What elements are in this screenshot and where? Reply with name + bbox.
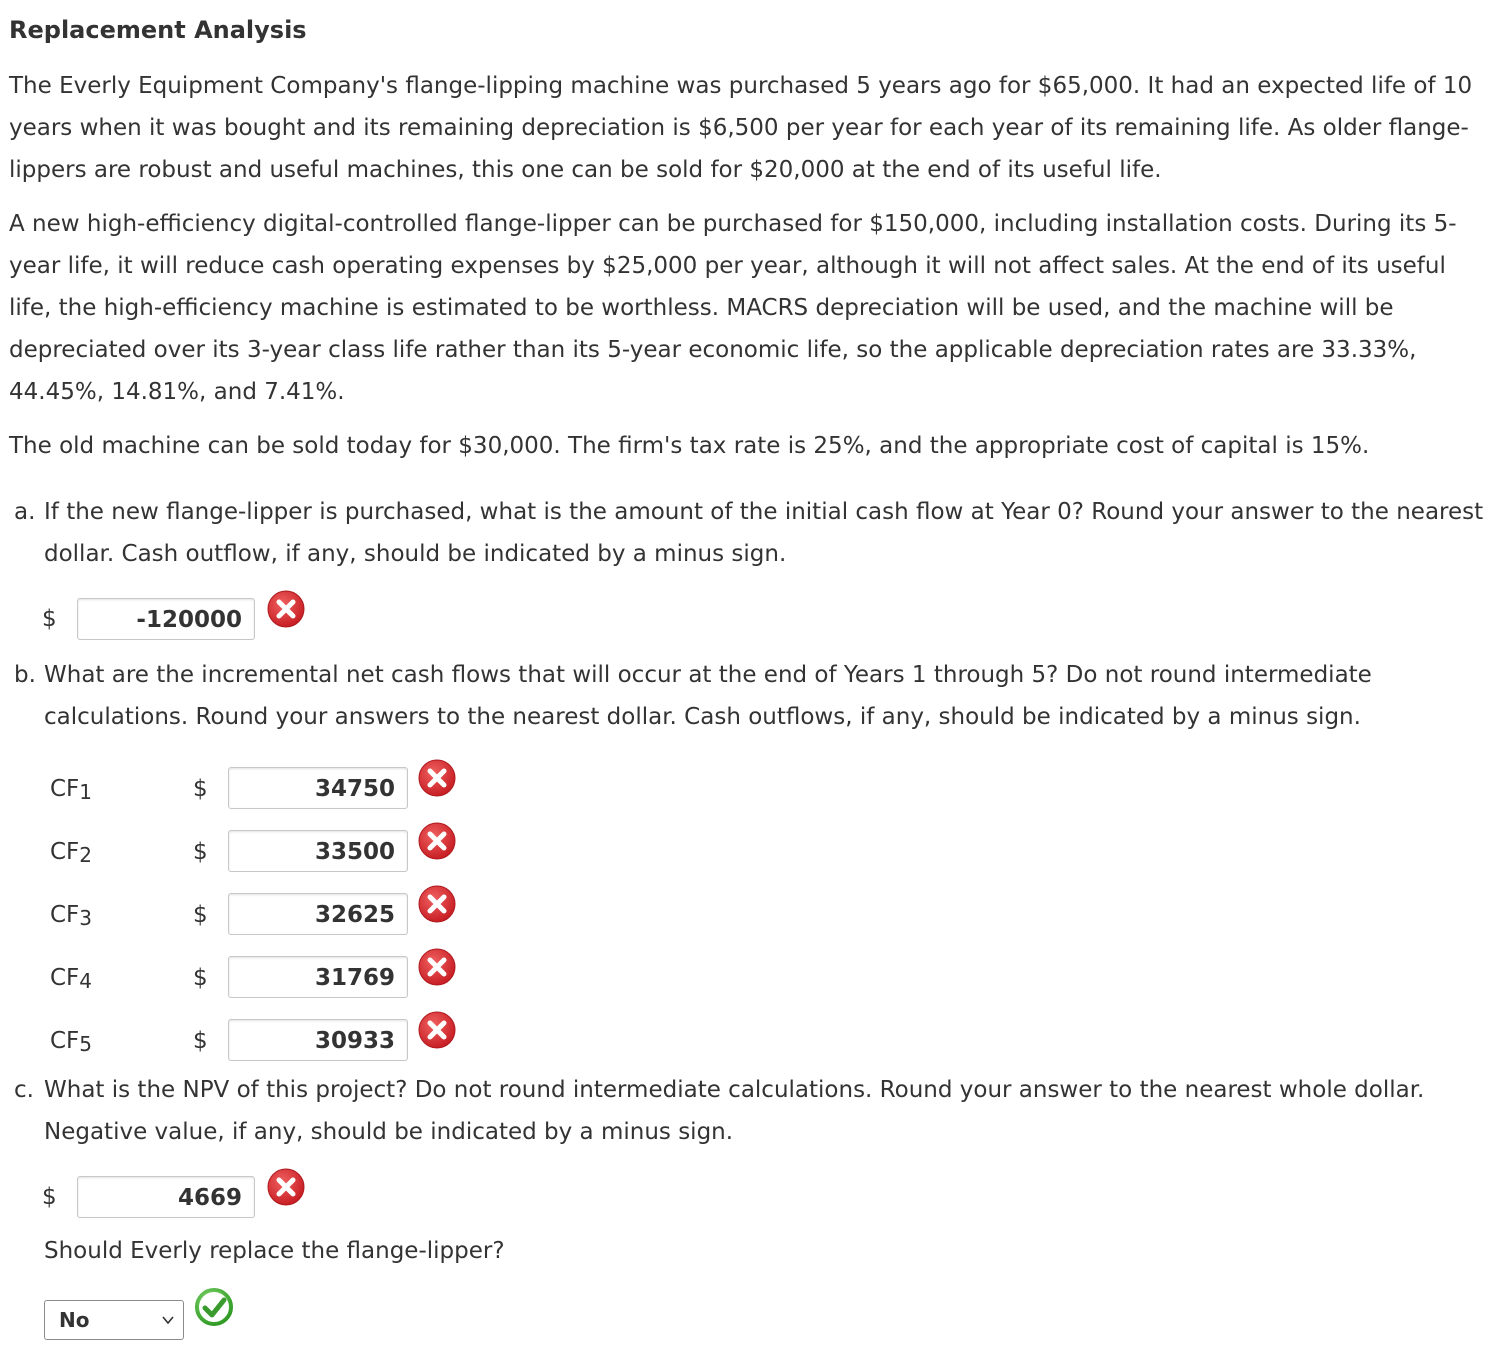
incorrect-icon [417, 947, 457, 987]
cf-label-5: CF5 [50, 1028, 93, 1056]
question-a-text: If the new flange-lipper is purchased, what is the amount of the initial cash flow at Year 0? Round your answer to the nearest dollar. Cash outflow, if any, should be indicated by a minus sign. [44, 499, 1484, 567]
cf-label-3: CF3 [50, 902, 93, 930]
correct-icon [194, 1287, 234, 1327]
dollar-sign: $ [193, 965, 208, 991]
question-c [14, 1069, 1492, 1153]
replace-question: Should Everly replace the flange-lipper? [44, 1238, 505, 1264]
replace-select[interactable] [44, 1300, 184, 1340]
question-b-letter: b. [14, 662, 36, 688]
incorrect-icon [417, 1010, 457, 1050]
dollar-sign: $ [193, 1028, 208, 1054]
cf5-input[interactable]: 30933 [228, 1019, 408, 1061]
chevron-down-icon [161, 1313, 175, 1327]
intro-paragraph-1: The Everly Equipment Company's flange-lipping machine was purchased 5 years ago for $65,000. It had an expected life of 10 years when it was bought and its remaining depreciation is $6,500 per year for each year of its remaining life. As older flange-lippers are robust and useful machines, this one can be sold for $20,000 at the end of its useful life. [9, 73, 1473, 183]
replace-select-value: No [59, 1308, 90, 1332]
incorrect-icon [417, 758, 457, 798]
intro-paragraph-2: A new high-efficiency digital-controlled flange-lipper can be purchased for $150,000, including installation costs. During its 5-year life, it will reduce cash operating expenses by $25,000 per year, although it will not affect sales. At the end of its useful life, the high-efficiency machine is estimated to be worthless. MACRS depreciation will be used, and the machine will be depreciated over its 3-year class life rather than its 5-year economic life, so the applicable depreciation rates are 33.33%, 44.45%, 14.81%, and 7.41%. [9, 211, 1457, 405]
cf4-input[interactable]: 31769 [228, 956, 408, 998]
question-a [14, 491, 1492, 575]
cf-label-1: CF1 [50, 776, 93, 804]
cf-label-2: CF2 [50, 839, 93, 867]
incorrect-icon [266, 589, 306, 629]
question-c-text: What is the NPV of this project? Do not round intermediate calculations. Round your answer to the nearest whole dollar. Negative value, if any, should be indicated by a minus sign. [44, 1077, 1425, 1145]
question-b-text: What are the incremental net cash flows that will occur at the end of Years 1 through 5? Do not round intermediate calculations. Round your answers to the nearest dollar. Cash outflows, if any, should be indicated by a minus sign. [44, 662, 1372, 730]
page-title: Replacement Analysis [9, 16, 307, 44]
incorrect-icon [417, 821, 457, 861]
question-a-letter: a. [14, 499, 36, 525]
dollar-sign: $ [42, 606, 57, 632]
question-b [14, 654, 1492, 738]
question-c-letter: c. [14, 1077, 34, 1103]
cf2-input[interactable]: 33500 [228, 830, 408, 872]
incorrect-icon [417, 884, 457, 924]
cf3-input[interactable]: 32625 [228, 893, 408, 935]
cf1-input[interactable]: 34750 [228, 767, 408, 809]
incorrect-icon [266, 1167, 306, 1207]
initial-cash-flow-input[interactable]: -120000 [77, 598, 255, 640]
intro-paragraph-3: The old machine can be sold today for $30,000. The firm's tax rate is 25%, and the appropriate cost of capital is 15%. [9, 433, 1370, 459]
dollar-sign: $ [193, 902, 208, 928]
dollar-sign: $ [42, 1184, 57, 1210]
dollar-sign: $ [193, 839, 208, 865]
cf-label-4: CF4 [50, 965, 93, 993]
dollar-sign: $ [193, 776, 208, 802]
npv-input[interactable]: 4669 [77, 1176, 255, 1218]
